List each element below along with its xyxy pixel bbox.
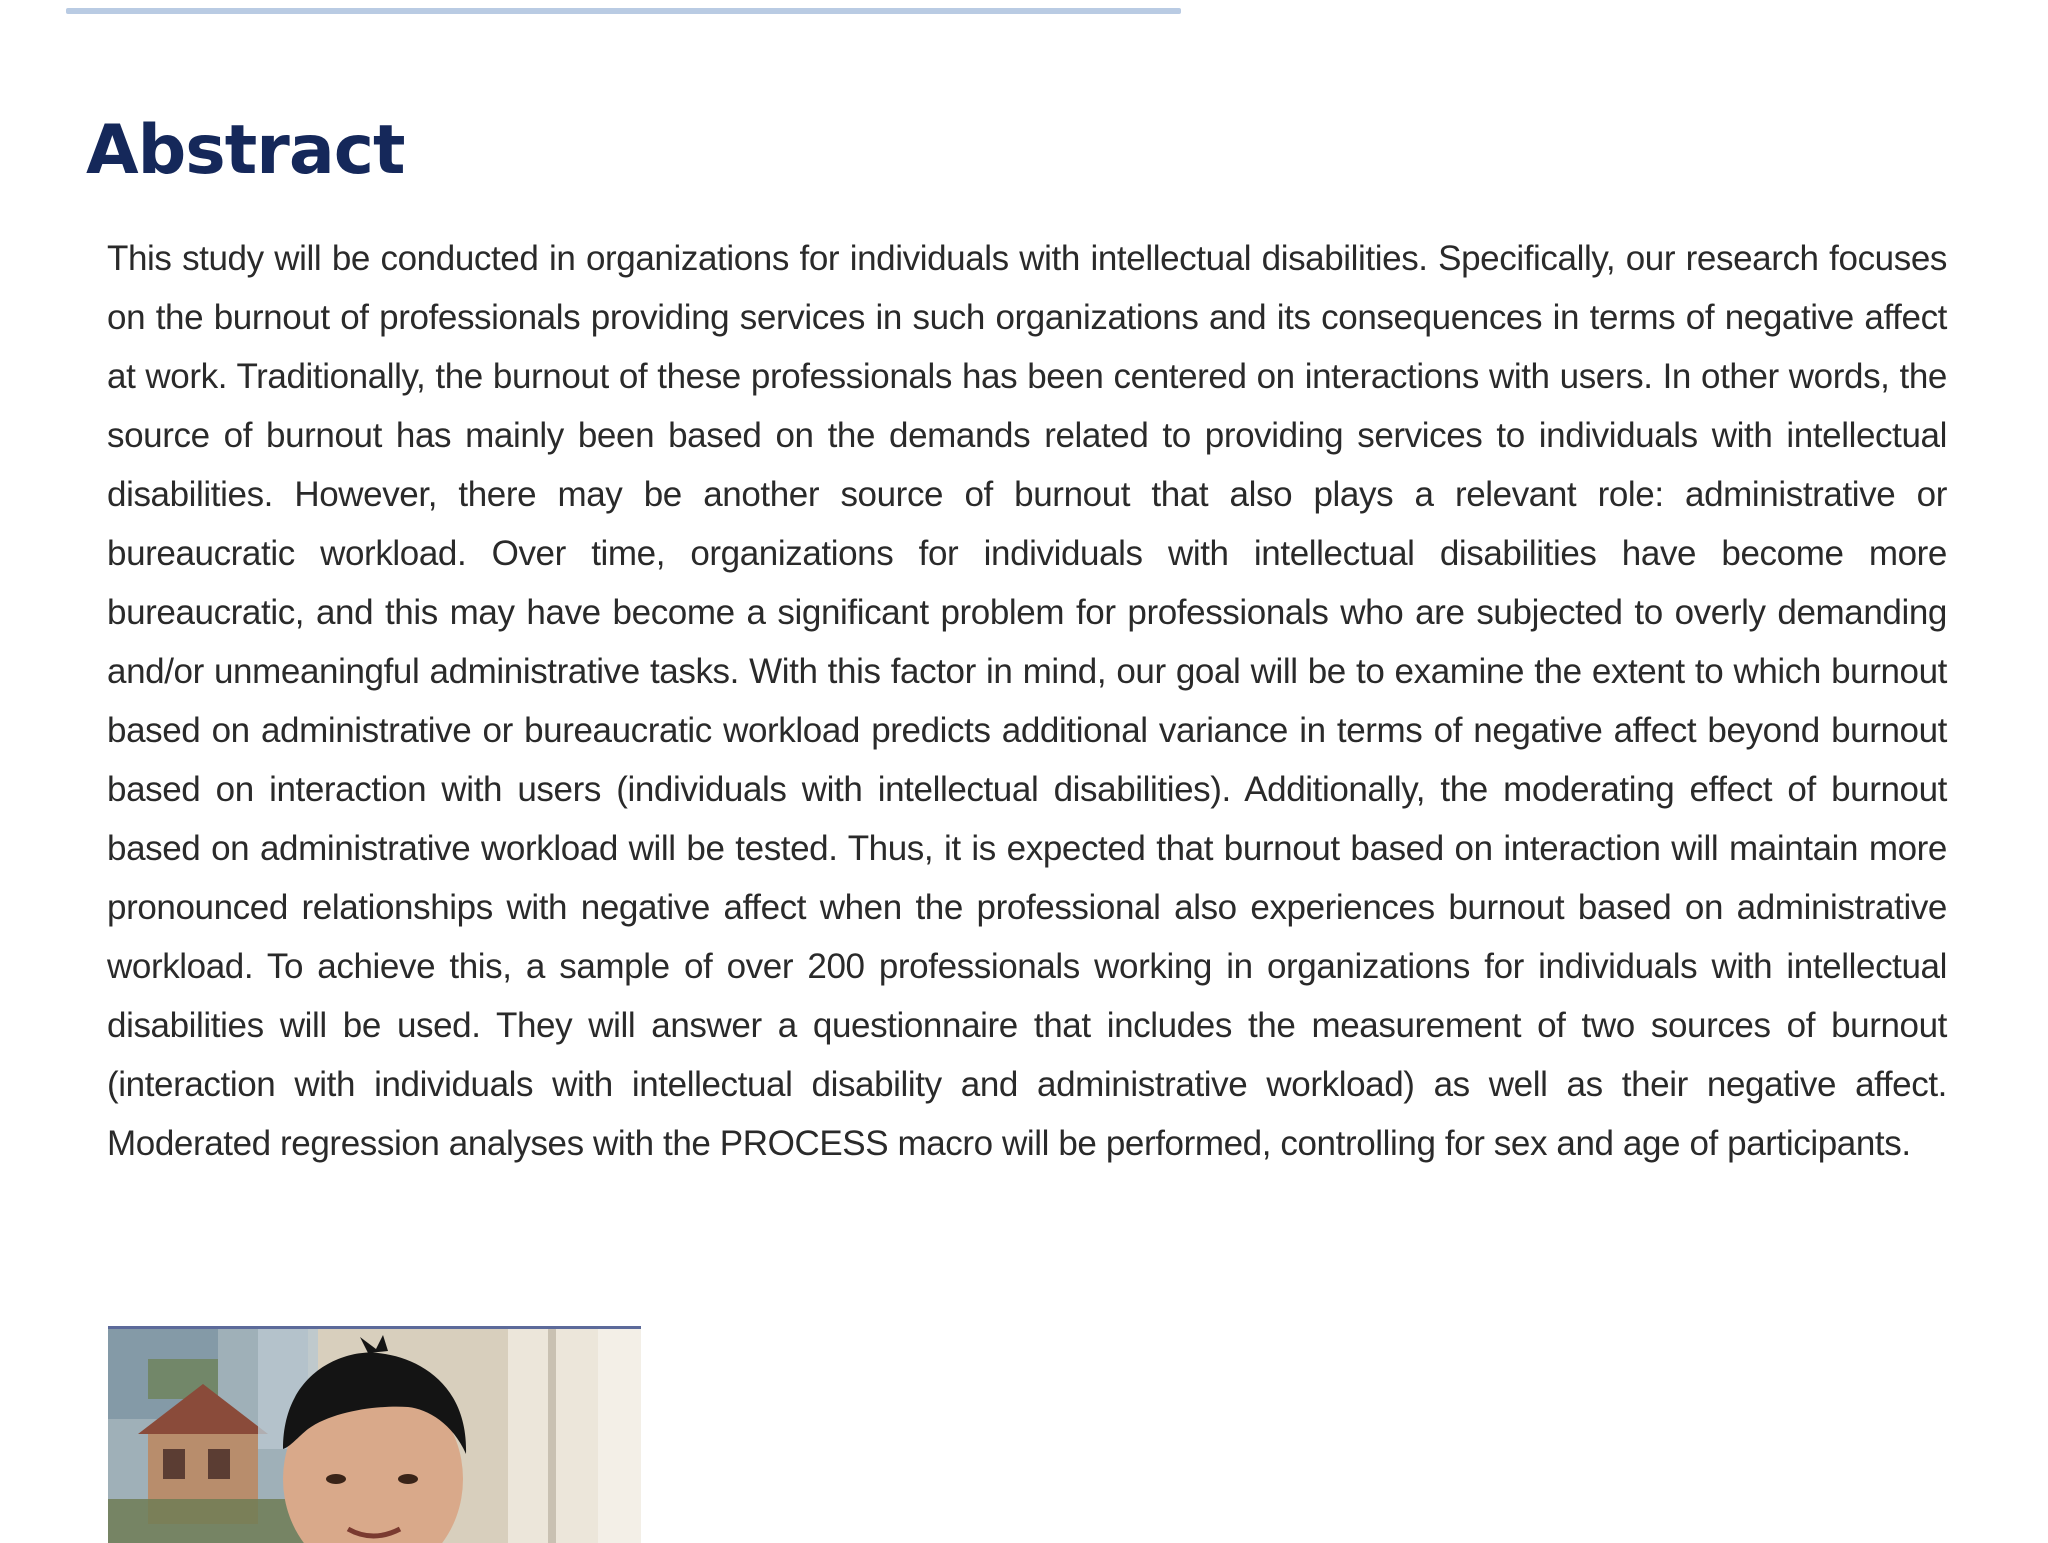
abstract-body-text: This study will be conducted in organizations for individuals with intellectual disabilities. Specifically, our research focuses on the burnout of professionals providing services in such organizations and its consequences in terms of negative affect at work. Traditionally, the burnout of these professionals has been centered on interactions with users. In other words, the source of burnout has mainly been based on the demands related to providing services to individuals with intellectual disabilities. However, there may be another source of burnout that also plays a relevant role: administrative or bureaucratic workload. Over time, organizations for individuals with intellectual disabilities have become more bureaucratic, and this may have become a significant problem for professionals who are subjected to overly demanding and/or unmeaningful administrative tasks. With this factor in mind, our goal will be to examine the extent to which burnout based on administrative or bureaucratic workload predicts additional variance in terms of negative affect beyond burnout based on interaction with users (individuals with intellectual disabilities). Additionally, the moderating effect of burnout based on administrative workload will be tested. Thus, it is expected that burnout based on interaction will maintain more pronounced relationships with negative affect when the professional also experiences burnout based on administrative workload. To achieve this, a sample of over 200 professionals working in organizations for individuals with intellectual disabilities will be used. They will answer a questionnaire that includes the measurement of two sources of burnout (interaction with individuals with intellectual disability and administrative workload) as well as their negative affect. Moderated regression analyses with the PROCESS macro will be performed, controlling for sex and age of participants. <box>107 239 1947 1163</box>
top-divider <box>66 8 1181 14</box>
author-photo <box>108 1326 641 1543</box>
abstract-heading: Abstract <box>86 111 405 190</box>
